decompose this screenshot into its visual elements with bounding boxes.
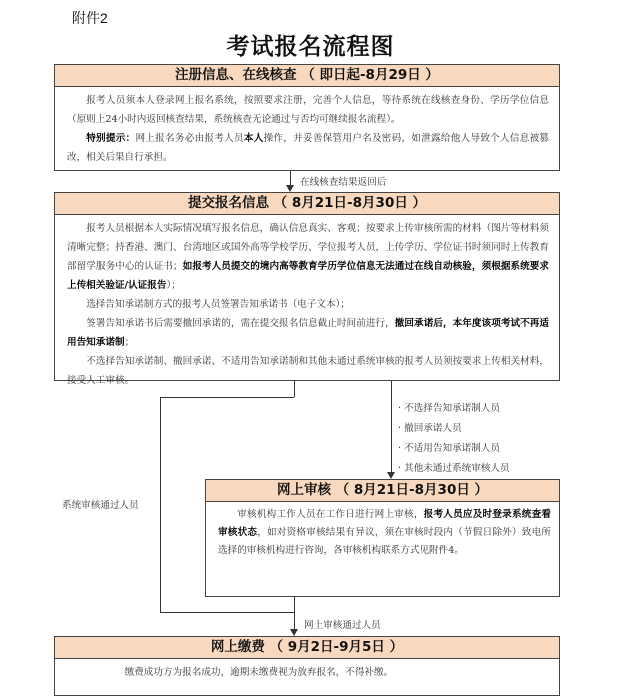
step-payment-title: 网上缴费 （ 9月2日-9月5日 ） — [55, 637, 559, 659]
connector-3-label: 网上审核通过人员 — [304, 620, 381, 631]
notice-text-a: 网上报名务必由报考人员 — [135, 133, 244, 144]
review-para1-a: 审核机构工作人员在工作日进行网上审核， — [237, 509, 424, 520]
connector-1-line — [290, 171, 291, 185]
branch-label-1: · 不选择告知承诺制人员 — [398, 403, 501, 414]
page-title: 考试报名流程图 — [226, 33, 395, 60]
step-register-para2 — [67, 129, 549, 167]
bypass-start-line — [294, 381, 295, 397]
bypass-top-line — [160, 397, 294, 398]
submit-para3-bold: 撤回承诺后，本年度该项考试不再适用告知承诺制 — [67, 318, 550, 348]
step-submit-para3 — [67, 314, 549, 352]
branch-label-4: · 其他未通过系统审核人员 — [398, 463, 510, 474]
bypass-label: 系统审核通过人员 — [62, 500, 139, 511]
step-payment-box — [54, 636, 560, 696]
step-review-box — [205, 479, 560, 597]
notice-bold-self: 本人 — [243, 133, 264, 144]
submit-para3-a: 签署告知承诺书后需要撤回承诺的，需在提交报名信息截止时间前进行， — [86, 318, 395, 329]
connector-3-line — [294, 597, 295, 629]
step-register-para1: 报考人员须本人登录网上报名系统，按照要求注册，完善个人信息，等待系统在线核查身份、学历学位信息（原则上24小时内返回核查结果，系统核查无论通过与否均可继续报名流程）。 — [67, 95, 549, 125]
step-register-box — [54, 64, 560, 171]
connector-1-arrow — [286, 185, 294, 192]
step-review-title: 网上审核 （ 8月21日-8月30日 ） — [206, 480, 559, 502]
step-payment-para1: 缴费成功方为报名成功，逾期未缴费视为放弃报名，不得补缴。 — [124, 667, 394, 678]
attachment-label: 附件2 — [72, 10, 108, 26]
notice-text-b: 操作，并妥善保管用户名及密码，如泄露给他人导致个人信息被篡改，相关后果自行承担。 — [67, 133, 550, 163]
connector-manual-arrow — [387, 472, 395, 479]
step-review-para1 — [218, 506, 551, 560]
branch-label-3: · 不适用告知承诺制人员 — [398, 443, 501, 454]
review-para1-bold: 报考人员应及时登录系统查看审核状态 — [218, 509, 552, 538]
bypass-left-line — [160, 397, 161, 612]
step-submit-para1 — [67, 219, 549, 295]
review-para1-b: ，如对资格审核结果有异议，须在审核时段内（节假日除外）致电所选择的审核机构进行咨询，各审核机构联系方式见附件4。 — [218, 527, 552, 556]
step-submit-title: 提交报名信息 （ 8月21日-8月30日 ） — [55, 193, 559, 215]
special-notice-label: 特别提示： — [86, 133, 136, 144]
step-register-title: 注册信息、在线核查 （ 即日起-8月29日 ） — [55, 65, 559, 87]
step-submit-para2: 选择告知承诺制方式的报考人员签署告知承诺书（电子文本）； — [86, 299, 351, 310]
submit-para1-a: 报考人员根据本人实际情况填写报名信息，确认信息真实、客观；按要求上传审核所需的材料（图片等材料须清晰完整；持香港、澳门、台湾地区或国外高等学校学历、学位报考人员，上传学历、学位证书时须同时上传教育部留学服务中心的认证书； — [67, 223, 549, 272]
submit-para3-b: ； — [124, 337, 135, 348]
step-submit-box — [54, 192, 560, 386]
bypass-bottom-line — [160, 612, 294, 613]
connector-manual-line — [391, 381, 392, 472]
branch-label-2: · 撤回承诺人员 — [398, 423, 462, 434]
step-submit-para4: 不选择告知承诺制、撤回承诺、不适用告知承诺制和其他未通过系统审核的报考人员须按要求上传相关材料，接受人工审核。 — [67, 356, 549, 386]
submit-para1-bold: 如报考人员提交的境内高等教育学历学位信息无法通过在线自动核验，须根据系统要求上传相关验证/认证报告 — [67, 261, 550, 291]
connector-1-label: 在线核查结果返回后 — [300, 177, 387, 188]
submit-para1-b: ）； — [166, 280, 181, 291]
connector-3-arrow — [290, 629, 298, 636]
